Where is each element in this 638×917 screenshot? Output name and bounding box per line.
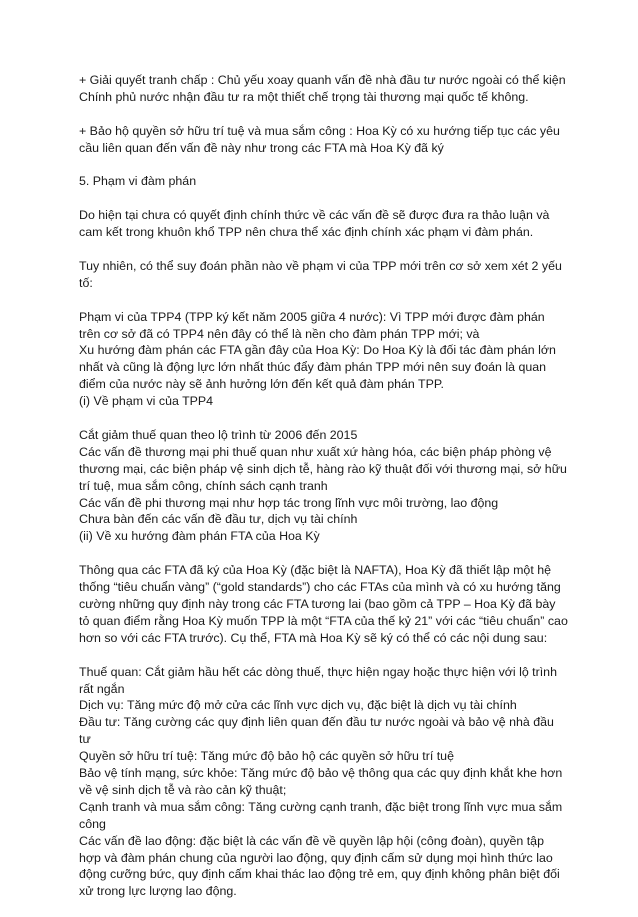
list-item-non-tariff-issues: Các vấn đề thương mại phi thuế quan như xuất xứ hàng hóa, các biện pháp phòng vệ thương mại, các biện pháp vệ sinh dịch tễ, hàng rào kỹ thuật đối với thương mại, sở hữu trí tuệ, mua sắm công, chính sách cạnh tranh	[79, 444, 567, 493]
paragraph-two-factors: Tuy nhiên, có thể suy đoán phần nào về phạm vi của TPP mới trên cơ sở xem xét 2 yếu tố:	[79, 258, 562, 290]
subheading-tpp4-scope: (i) Về phạm vi của TPP4	[79, 394, 214, 409]
document-page	[79, 72, 569, 917]
list-item-services: Dịch vụ: Tăng mức độ mở cửa các lĩnh vực dịch vụ, đặc biệt là dịch vụ tài chính	[79, 698, 517, 713]
section-heading-negotiation-scope: 5. Phạm vi đàm phán	[79, 174, 197, 189]
us-fta-contents-list	[79, 664, 569, 901]
list-item-tariffs: Thuế quan: Cắt giảm hầu hết các dòng thuế, thực hiện ngay hoặc thực hiện với lộ trình rất ngắn	[79, 664, 557, 696]
subheading-us-fta-trend: (ii) Về xu hướng đàm phán FTA của Hoa Kỳ	[79, 529, 320, 544]
list-item-non-trade-issues: Các vấn đề phi thương mại như hợp tác trong lĩnh vực môi trường, lao động	[79, 495, 499, 510]
paragraph-ip-procurement: + Bảo hộ quyền sở hữu trí tuệ và mua sắm công : Hoa Kỳ có xu hướng tiếp tục các yêu cầu liên quan đến vấn đề này như trong các FTA mà Hoa Kỳ đã ký	[79, 123, 560, 155]
factors-list	[79, 309, 569, 410]
list-item-labor: Các vấn đề lao động: đặc biệt là các vấn đề về quyền lập hội (công đoàn), quyền tập hợp và đàm phán chung của người lao động, quy định cấm sử dụng mọi hình thức lao động cưỡng bức, quy định cấm khai thác lao động trẻ em, quy định không phân biệt đối xử trong lực lượng lao động.	[79, 833, 560, 899]
paragraph-gold-standards: Thông qua các FTA đã ký của Hoa Kỳ (đặc biệt là NAFTA), Hoa Kỳ đã thiết lập một hệ thống “tiêu chuẩn vàng” (“gold standards”) cho các FTAs của mình và có xu hướng tăng cường những quy định này trong các FTA tương lai (bao gồm cả TPP – Hoa Kỳ đã bày tỏ quan điểm rằng Hoa Kỳ muốn TPP là một “FTA của thế kỷ 21” với các “tiêu chuẩn” cao hơn so với các FTA trước). Cụ thể, FTA mà Hoa Kỳ sẽ ký có thể có các nội dung sau:	[79, 563, 568, 645]
paragraph-no-official-decision: Do hiện tại chưa có quyết định chính thức về các vấn đề sẽ được đưa ra thảo luận và cam kết trong khuôn khổ TPP nên chưa thể xác định chính xác phạm vi đàm phán.	[79, 208, 550, 240]
list-item-ip-rights: Quyền sở hữu trí tuệ: Tăng mức độ bảo hộ các quyền sở hữu trí tuệ	[79, 749, 454, 764]
list-item-investment-finance: Chưa bàn đến các vấn đề đầu tư, dịch vụ tài chính	[79, 512, 358, 527]
list-item-investment: Đầu tư: Tăng cường các quy định liên quan đến đầu tư nước ngoài và bảo vệ nhà đầu tư	[79, 715, 554, 747]
tpp4-scope-list	[79, 427, 569, 545]
list-item-health-protection: Bảo vệ tính mạng, sức khỏe: Tăng mức độ bảo vệ thông qua các quy định khắt khe hơn về vệ sinh dịch tễ và rào cản kỹ thuật;	[79, 766, 563, 797]
list-item-us-fta-trend: Xu hướng đàm phán các FTA gần đây của Hoa Kỳ: Do Hoa Kỳ là đối tác đàm phán lớn nhất và cũng là động lực lớn nhất thúc đẩy đàm phán TPP mới nên suy đoán là quan điểm của nước này sẽ ảnh hưởng lớn đến kết quả đàm phán TPP.	[79, 343, 556, 392]
list-item-competition-procurement: Cạnh tranh và mua sắm công: Tăng cường cạnh tranh, đặc biệt trong lĩnh vực mua sắm công	[79, 799, 563, 831]
list-item-tariff-cut: Cắt giảm thuế quan theo lộ trình từ 2006 đến 2015	[79, 427, 358, 442]
list-item-tpp4-scope: Phạm vi của TPP4 (TPP ký kết năm 2005 giữa 4 nước): Vì TPP mới được đàm phán trên cơ sở đã có TPP4 nên đây có thể là nền cho đàm phán TPP mới; và	[79, 309, 545, 341]
paragraph-dispute-settlement: + Giải quyết tranh chấp : Chủ yếu xoay quanh vấn đề nhà đầu tư nước ngoài có thể kiện Chính phủ nước nhận đầu tư ra một thiết chế trọng tài thương mại quốc tế không.	[79, 73, 566, 104]
